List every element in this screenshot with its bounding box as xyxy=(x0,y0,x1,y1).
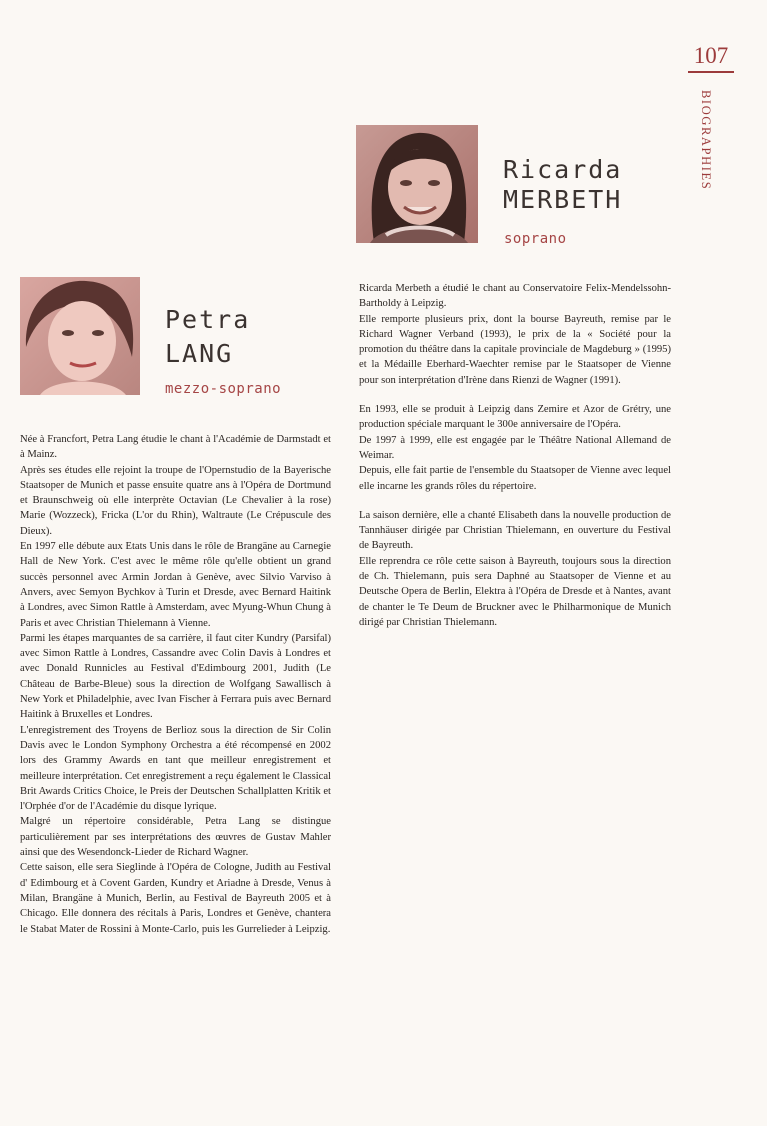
bio-paragraph: Malgré un répertoire considérable, Petra Lang se distingue particulièrement par ses interprétations des œuvres de Gustav Mahler ainsi que des Wesendonck-Lieder de Richard Wagner. xyxy=(20,816,331,859)
bio-paragraph: Après ses études elle rejoint la troupe de l'Opernstudio de la Bayerische Staatsoper de Munich et passe ensuite quatre ans à l'Opéra de Dortmund et Braunschweig où elle interprète Octavian (Le Chevalier à la rose) Marie (Wozzeck), Fricka (L'or du Rhin), Waltraute (Le Crépuscule des Dieux). xyxy=(20,464,331,537)
merbeth-biography xyxy=(359,281,671,630)
merbeth-voice-type: soprano xyxy=(504,231,567,247)
bio-paragraph: La saison dernière, elle a chanté Elisabeth dans la nouvelle production de Tannhäuser dirigée par Christian Thielemann, en ouverture du Festival de Bayreuth. xyxy=(359,509,671,552)
section-label: BIOGRAPHIES xyxy=(699,90,713,191)
bio-paragraph: L'enregistrement des Troyens de Berlioz sous la direction de Sir Colin Davis avec le London Symphony Orchestra a été récompensé en 2002 lors des Grammy Awards en tant que meilleur enregistrement et meilleure interprétation. Cet enregistrement a reçu également le Classical Brit Awards Critics Choice, le Preis der Deutschen Schallplatten Kritik et l'Orphée d'or de l'Académie du disque lyrique. xyxy=(20,724,331,813)
bio-paragraph: Elle remporte plusieurs prix, dont la bourse Bayreuth, remise par le Richard Wagner Verband (1993), le prix de la « Société pour la promotion du théâtre dans la capitale provinciale de Magdeburg » (1995) et la Médaille Eberhard-Waechter remise par le Staatsoper de Vienne pour son interprétation d'Irène dans Rienzi de Wagner (1991). xyxy=(359,313,671,386)
page-number: 107 xyxy=(688,44,734,73)
merbeth-portrait xyxy=(356,125,478,243)
lang-voice-type: mezzo-soprano xyxy=(165,381,282,397)
bio-paragraph: Elle reprendra ce rôle cette saison à Bayreuth, toujours sous la direction de Ch. Thielemann, puis sera Daphné au Staatsoper de Vienne et au Deutsche Opera de Berlin, Elektra à l'Opéra de Dresde et à Nantes, avant de chanter le Te Deum de Bruckner avec le Philharmonique de Munich dirigé par Christian Thielemann. xyxy=(359,555,671,628)
bio-paragraph: Parmi les étapes marquantes de sa carrière, il faut citer Kundry (Parsifal) avec Simon Rattle à Londres, Cassandre avec Colin Davis à Londres et avec Donald Runnicles au Festival d'Edimbourg 2001, Judith (Le Château de Barbe-Bleue) sous la direction de Wolfgang Sawallisch à New York et Philadelphie, avec Ivan Fischer à Ferrara puis avec Bernard Haitink à Bruxelles et Londres. xyxy=(20,632,331,721)
bio-paragraph: De 1997 à 1999, elle est engagée par le Théâtre National Allemand de Weimar. xyxy=(359,434,671,461)
lang-first-name: Petra xyxy=(165,305,251,334)
lang-biography xyxy=(20,432,331,937)
merbeth-last-name: MERBETH xyxy=(503,185,623,214)
bio-paragraph: En 1993, elle se produit à Leipzig dans Zemire et Azor de Grétry, une production spéciale marquant le 300e anniversaire de l'Opéra. xyxy=(359,404,671,431)
bio-paragraph: Née à Francfort, Petra Lang étudie le chant à l'Académie de Darmstadt et à Mainz. xyxy=(20,434,331,461)
merbeth-first-name: Ricarda xyxy=(503,155,623,184)
bio-paragraph: Ricarda Merbeth a étudié le chant au Conservatoire Felix-Mendelssohn-Bartholdy à Leipzig. xyxy=(359,283,671,310)
lang-last-name: LANG xyxy=(165,339,234,368)
bio-paragraph: Cette saison, elle sera Sieglinde à l'Opéra de Cologne, Judith au Festival d' Edimbourg et à Covent Garden, Kundry et Ariadne à Dresde, Venus à Milan, Brangäne à Munich, Berlin, au Festival de Bayreuth 2005 et à Chicago. Elle donnera des récitals à Paris, Londres et Genève, chantera le Stabat Mater de Rossini à Monte-Carlo, puis les Gurrelieder à Leipzig. xyxy=(20,862,331,935)
bio-paragraph: Depuis, elle fait partie de l'ensemble du Staatsoper de Vienne avec lequel elle incarne les grands rôles du répertoire. xyxy=(359,465,671,492)
lang-portrait xyxy=(20,277,140,395)
bio-paragraph: En 1997 elle débute aux Etats Unis dans le rôle de Brangäne au Carnegie Hall de New York. C'est avec le même rôle qu'elle obtient un grand succès personnel avec Armin Jordan à Genève, avec Silvio Varviso à Anvers, avec Semyon Bychkov à Turin et Dresde, avec Bernard Haitink à Londres, avec Simon Rattle à Amsterdam, avec Myung-Whun Chung à Paris et avec Christian Thielemann à Vienne. xyxy=(20,541,331,629)
